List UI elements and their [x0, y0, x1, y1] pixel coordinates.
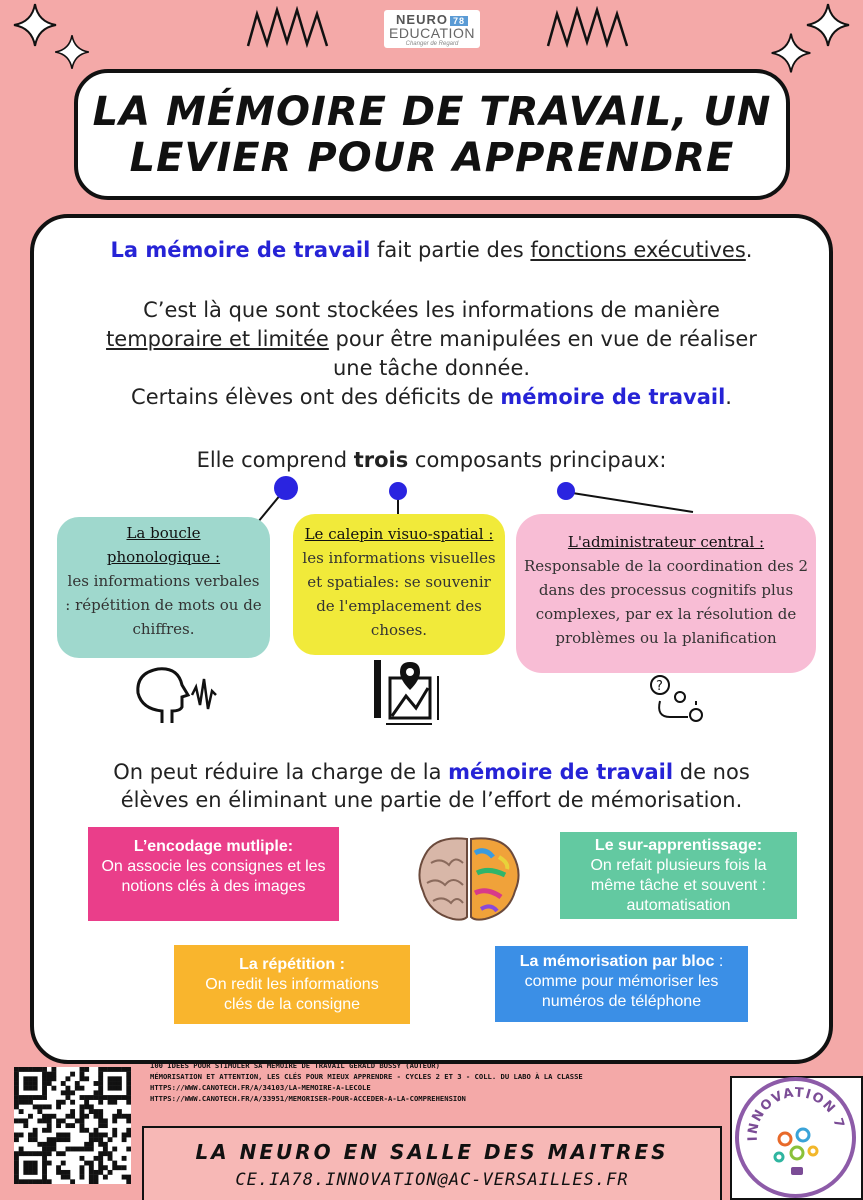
- card-title: Le calepin visuo-spatial :: [304, 525, 494, 543]
- card-title: L'administrateur central :: [567, 533, 765, 551]
- card-text: les informations verbales : répétition de mots ou de chiffres.: [65, 572, 262, 638]
- component-card-phonological: [57, 517, 270, 658]
- svg-text:?: ?: [656, 679, 663, 694]
- strategy-title: L’encodage mutliple:: [133, 838, 294, 855]
- brain-illustration-icon: [415, 833, 523, 925]
- svg-text:INNOVATION 78: [739, 1081, 847, 1141]
- underlined-term: temporaire et limitée: [106, 327, 329, 351]
- card-text: les informations visuelles et spatiales: se souvenir de l'emplacement des choses.: [302, 549, 496, 639]
- text: .: [745, 238, 753, 262]
- text: .: [725, 385, 732, 409]
- component-card-central-executive: [516, 514, 816, 673]
- card-title: La boucle phonologique :: [106, 524, 221, 566]
- card-text: Responsable de la coordination des 2 dans des processus cognitifs plus complexes, par ex la résolution de problèmes ou la planification: [523, 557, 808, 647]
- text: composants principaux:: [408, 448, 667, 472]
- strategy-title: Le sur-apprentissage:: [594, 837, 763, 854]
- text: Certains élèves ont des déficits de: [131, 385, 501, 409]
- title-line-1: LA MÉMOIRE DE TRAVAIL, UN: [92, 88, 772, 135]
- strategy-text: On refait plusieurs fois la même tâche et souvent : automatisation: [590, 857, 767, 914]
- text: C’est là que sont stockées les informations de manière: [143, 298, 720, 322]
- strategy-title: La mémorisation par bloc: [519, 953, 715, 970]
- text: fait partie des: [370, 238, 531, 262]
- references-list: [150, 1060, 720, 1104]
- page-title: [93, 89, 772, 181]
- text: On peut réduire la charge de la: [113, 760, 449, 784]
- strategy-text: On associe les consignes et les notions clés à des images: [101, 858, 326, 895]
- strategy-text: On redit les informations clés de la consigne: [205, 976, 379, 1013]
- reference-item: MÉMORISATION ET ATTENTION, LES CLÉS POUR MIEUX APPRENDRE - CYCLES 2 ET 3 - COLL. DU LABO À LA CLASSE: [150, 1072, 583, 1081]
- footer-title: LA NEURO EN SALLE DES MAITRES: [195, 1140, 669, 1164]
- underlined-term: fonctions exécutives: [530, 238, 746, 262]
- innovation-badge: [735, 1077, 856, 1198]
- logo-text: NEURO: [396, 11, 448, 27]
- text: une tâche donnée.: [332, 356, 531, 380]
- text: de nos: [673, 760, 750, 784]
- connector-dot: [389, 482, 407, 500]
- highlight-term: mémoire de travail: [500, 385, 726, 409]
- text: pour être manipulées en vue de réaliser: [328, 327, 757, 351]
- strategy-repetition: [174, 945, 410, 1024]
- sparkle-star-icon: [768, 30, 814, 76]
- map-location-icon: [372, 658, 444, 728]
- strategy-chunking: [495, 946, 748, 1022]
- logo-number: 78: [450, 16, 468, 26]
- components-intro: [40, 448, 823, 472]
- title-box: [74, 69, 790, 200]
- highlight-term: La mémoire de travail: [110, 238, 371, 262]
- text: élèves en éliminant une partie de l’effort de mémorisation.: [120, 788, 743, 812]
- badge-text: INNOVATION 7: [745, 1085, 848, 1142]
- connector-dot: [557, 482, 575, 500]
- sparkle-star-icon: [52, 32, 92, 72]
- footer-email[interactable]: CE.IA78.INNOVATION@AC-VERSAILLES.FR: [235, 1170, 629, 1190]
- reference-link[interactable]: HTTPS://WWW.CANOTECH.FR/A/34103/LA-MEMOIRE-A-LECOLE: [150, 1083, 371, 1092]
- zigzag-decoration-icon: [545, 6, 630, 52]
- speaking-head-icon: [132, 665, 218, 725]
- title-line-2: LEVIER POUR APPRENDRE: [129, 134, 735, 181]
- strategy-text: comme pour mémoriser les numéros de téléphone: [524, 973, 719, 1010]
- reference-link[interactable]: HTTPS://WWW.CANOTECH.FR/A/33951/MEMORISER-POUR-ACCEDER-A-LA-COMPREHENSION: [150, 1094, 466, 1103]
- strategy-title: La répétition :: [239, 956, 345, 973]
- connector-dot: [274, 476, 298, 500]
- reduce-load-paragraph: [40, 758, 823, 814]
- intro-paragraph-1: [40, 238, 823, 262]
- logo-subtitle: EDUCATION: [389, 24, 475, 41]
- component-card-visuospatial: [293, 514, 505, 655]
- reference-item: 100 IDÉES POUR STIMULER SA MÉMOIRE DE TRAVAIL GÉRALD BUSSY (AUTEUR): [150, 1061, 440, 1070]
- strategy-overlearning: [560, 832, 797, 919]
- neuro-education-logo: [384, 10, 480, 48]
- qr-code-image: [14, 1067, 131, 1184]
- bold-term: trois: [353, 448, 409, 472]
- text: Elle comprend: [196, 448, 354, 472]
- intro-paragraph-2: [40, 296, 823, 412]
- qr-code[interactable]: [14, 1067, 131, 1184]
- strategy-multiple-encoding: [88, 827, 339, 921]
- logo-tagline: Changer de Regard: [405, 40, 459, 47]
- innovation-badge-graphic: [739, 1081, 852, 1194]
- zigzag-decoration-icon: [245, 6, 330, 52]
- problem-solving-icon: [648, 673, 710, 727]
- strategy-title-suffix: :: [714, 953, 724, 970]
- highlight-term: mémoire de travail: [448, 760, 674, 784]
